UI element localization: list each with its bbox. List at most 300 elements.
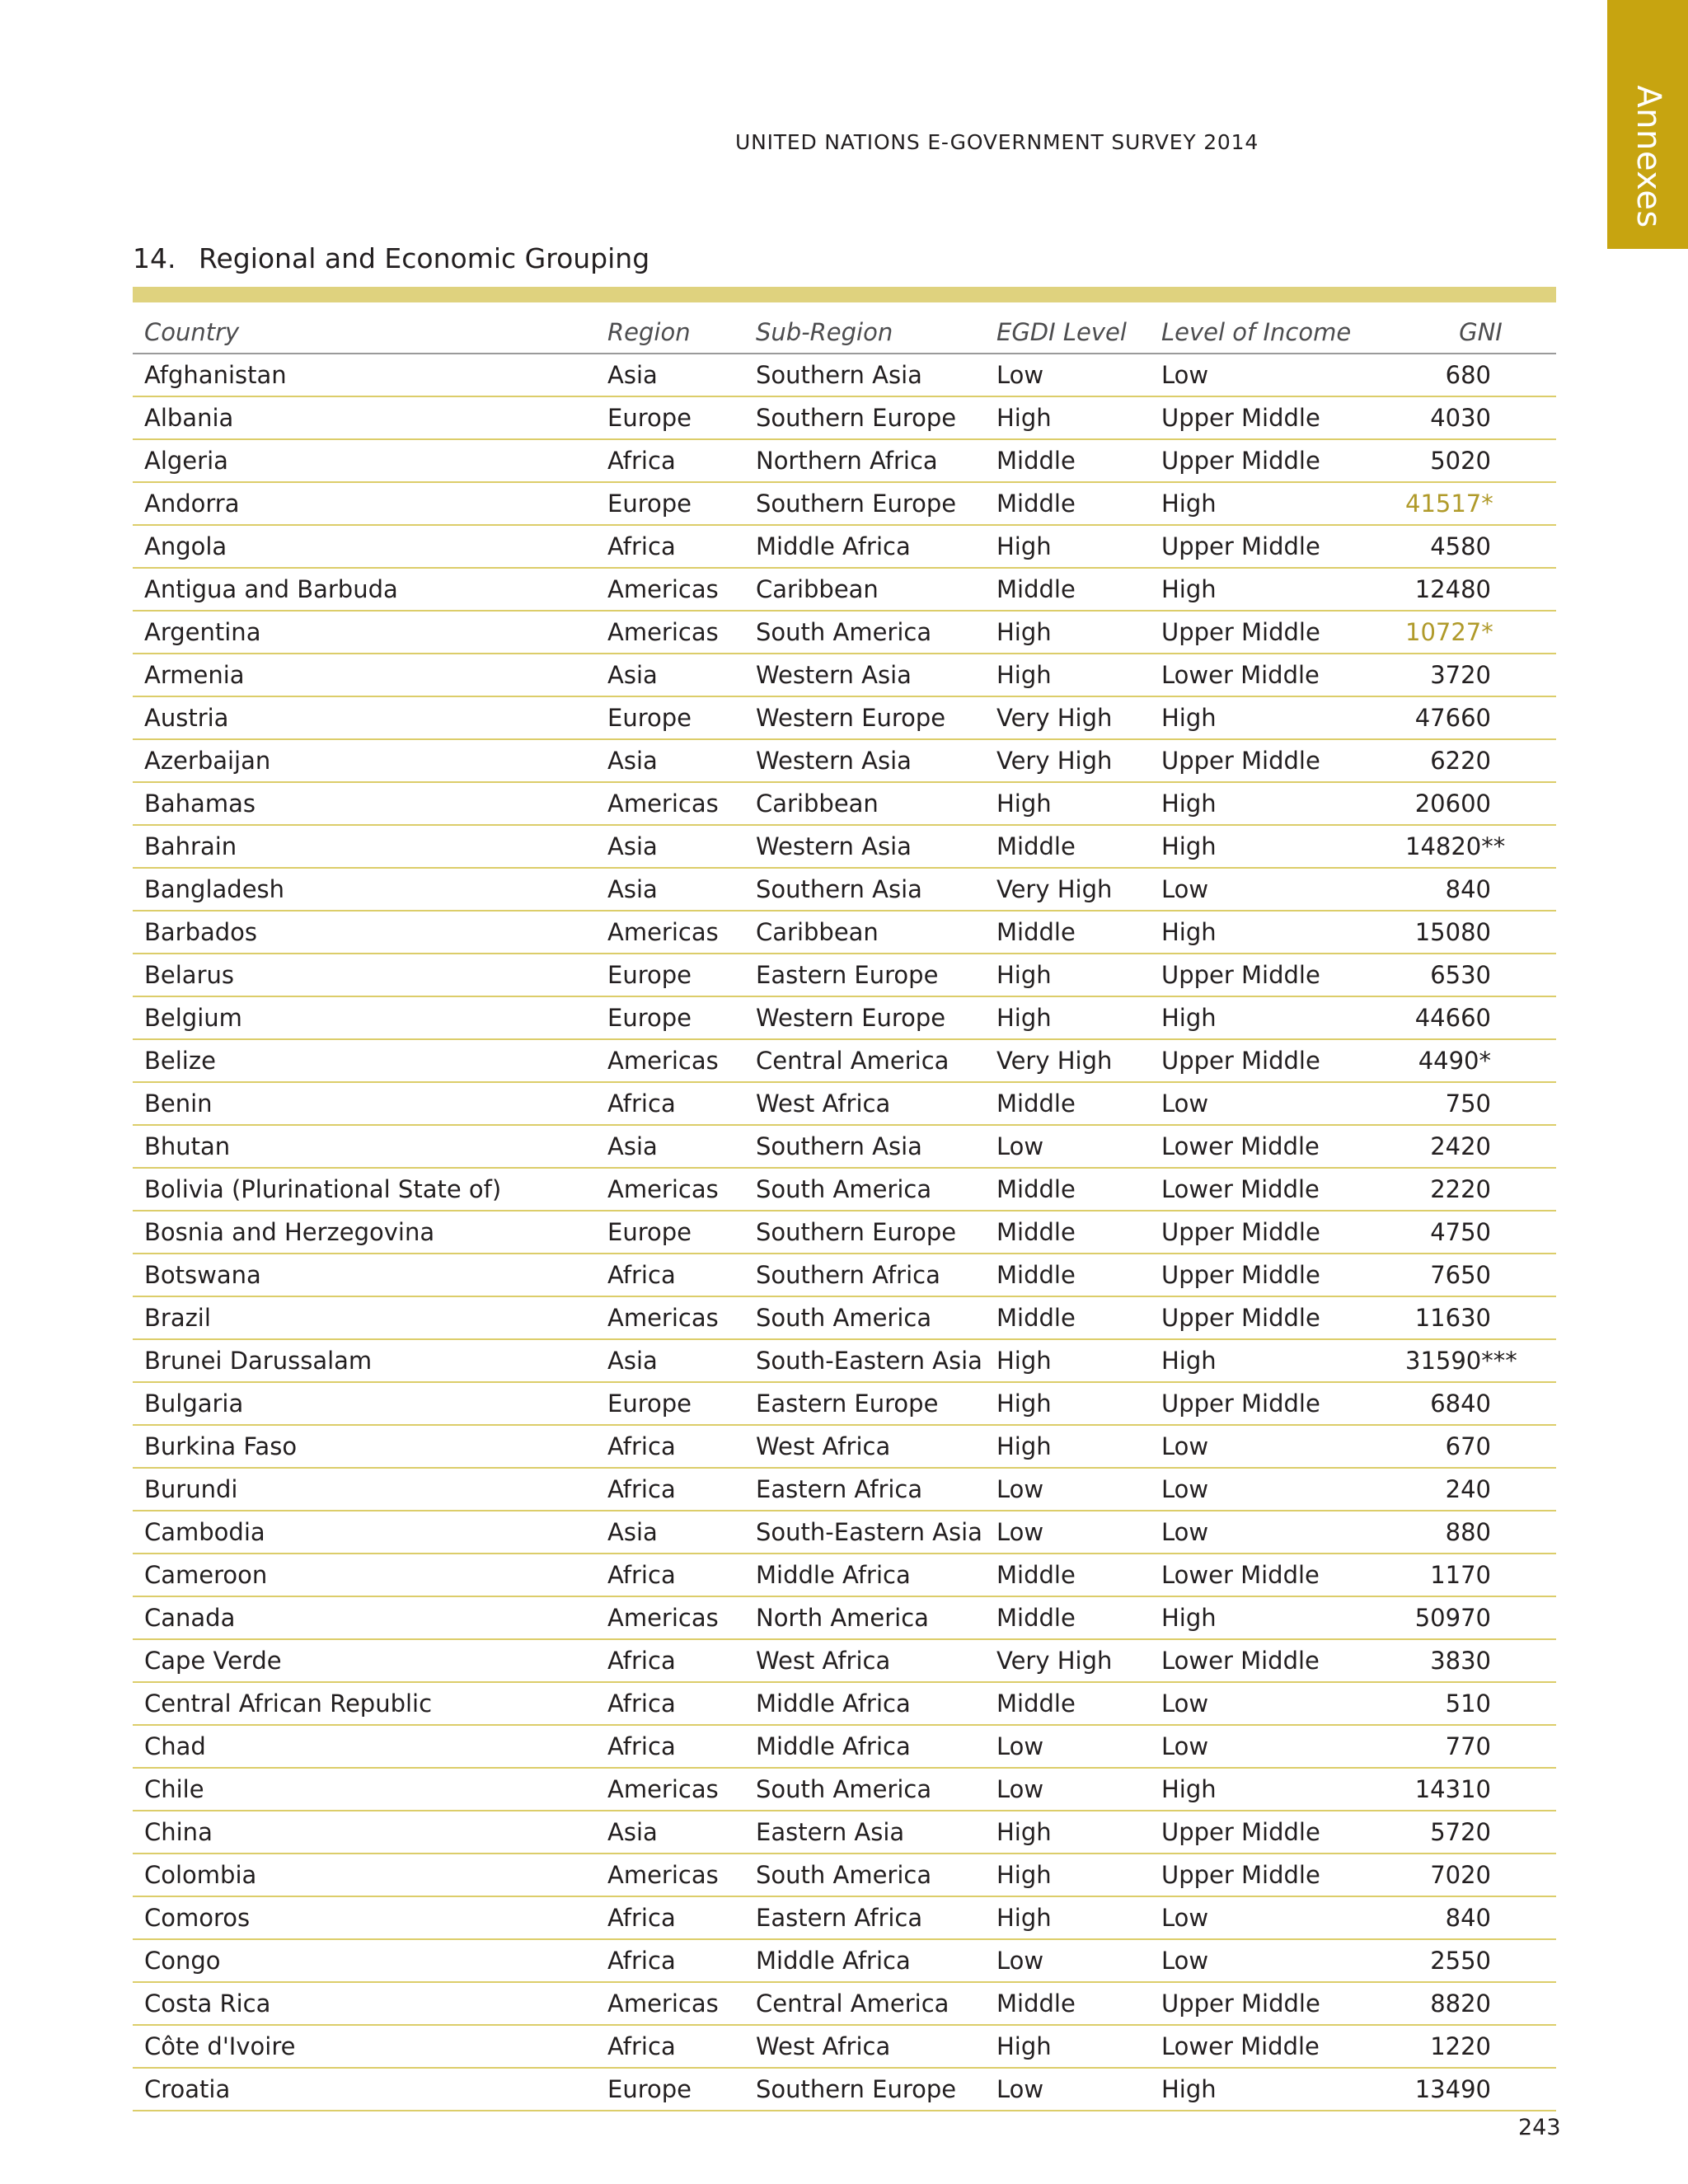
cell-country: Chile xyxy=(133,1768,596,1811)
cell-region: Americas xyxy=(596,568,744,611)
cell-gni xyxy=(1405,1725,1556,1768)
cell-gni xyxy=(1405,782,1556,825)
cell-sub-region: Eastern Africa xyxy=(744,1896,985,1939)
cell-gni xyxy=(1405,1939,1556,1982)
column-header-sub-region: Sub-Region xyxy=(744,312,985,354)
cell-sub-region: Western Asia xyxy=(744,825,985,868)
cell-level-of-income: High xyxy=(1150,782,1405,825)
cell-country: Botswana xyxy=(133,1254,596,1296)
cell-sub-region: Middle Africa xyxy=(744,1554,985,1596)
cell-egdi-level: High xyxy=(985,1854,1150,1896)
cell-region: Americas xyxy=(596,1039,744,1082)
table-row xyxy=(133,1382,1556,1425)
gni-value: 6220 xyxy=(1430,747,1491,775)
gni-value: 670 xyxy=(1445,1432,1491,1460)
gni-value: 31590*** xyxy=(1405,1347,1517,1375)
cell-country: Chad xyxy=(133,1725,596,1768)
cell-egdi-level: Middle xyxy=(985,1168,1150,1211)
cell-country: Argentina xyxy=(133,611,596,654)
cell-region: Asia xyxy=(596,1811,744,1854)
cell-egdi-level: High xyxy=(985,782,1150,825)
section-title xyxy=(133,242,649,274)
cell-level-of-income: Low xyxy=(1150,868,1405,911)
cell-region: Africa xyxy=(596,525,744,568)
cell-gni xyxy=(1405,482,1556,525)
table-row xyxy=(133,611,1556,654)
gni-value: 840 xyxy=(1445,875,1491,903)
cell-level-of-income: Low xyxy=(1150,1468,1405,1511)
table-row xyxy=(133,911,1556,954)
gni-value: 1220 xyxy=(1430,2032,1491,2060)
cell-gni xyxy=(1405,1425,1556,1468)
cell-region: Americas xyxy=(596,1854,744,1896)
cell-gni xyxy=(1405,954,1556,996)
section-rule xyxy=(133,287,1556,302)
cell-sub-region: Middle Africa xyxy=(744,1939,985,1982)
cell-region: Asia xyxy=(596,739,744,782)
section-number: 14. xyxy=(133,242,176,274)
section-title-text: Regional and Economic Grouping xyxy=(199,242,650,274)
cell-level-of-income: Low xyxy=(1150,1896,1405,1939)
table-row xyxy=(133,1811,1556,1854)
cell-sub-region: Southern Asia xyxy=(744,868,985,911)
cell-country: Brunei Darussalam xyxy=(133,1339,596,1382)
cell-region: Europe xyxy=(596,2068,744,2111)
cell-egdi-level: Middle xyxy=(985,1296,1150,1339)
gni-value: 840 xyxy=(1445,1904,1491,1932)
cell-egdi-level: Low xyxy=(985,1511,1150,1554)
cell-egdi-level: Middle xyxy=(985,1254,1150,1296)
cell-sub-region: Western Asia xyxy=(744,739,985,782)
gni-value: 2220 xyxy=(1430,1175,1491,1203)
table-row xyxy=(133,1939,1556,1982)
table-row xyxy=(133,1682,1556,1725)
cell-country: Bahrain xyxy=(133,825,596,868)
gni-value: 1170 xyxy=(1430,1561,1491,1589)
cell-sub-region: Middle Africa xyxy=(744,1725,985,1768)
cell-level-of-income: Upper Middle xyxy=(1150,739,1405,782)
cell-egdi-level: High xyxy=(985,1382,1150,1425)
cell-level-of-income: Low xyxy=(1150,1725,1405,1768)
cell-sub-region: Central America xyxy=(744,1982,985,2025)
cell-egdi-level: Middle xyxy=(985,911,1150,954)
page-number: 243 xyxy=(1518,2115,1561,2140)
cell-egdi-level: Very High xyxy=(985,868,1150,911)
cell-level-of-income: Lower Middle xyxy=(1150,1125,1405,1168)
cell-region: Africa xyxy=(596,2025,744,2068)
cell-level-of-income: Upper Middle xyxy=(1150,1254,1405,1296)
gni-value: 7020 xyxy=(1430,1861,1491,1889)
cell-gni xyxy=(1405,1511,1556,1554)
cell-country: Costa Rica xyxy=(133,1982,596,2025)
cell-egdi-level: Middle xyxy=(985,568,1150,611)
cell-region: Americas xyxy=(596,911,744,954)
cell-country: Cambodia xyxy=(133,1511,596,1554)
cell-sub-region: Southern Europe xyxy=(744,2068,985,2111)
cell-region: Americas xyxy=(596,1168,744,1211)
cell-level-of-income: Lower Middle xyxy=(1150,1639,1405,1682)
gni-value: 880 xyxy=(1445,1518,1491,1546)
cell-country: Burkina Faso xyxy=(133,1425,596,1468)
gni-value: 12480 xyxy=(1414,575,1491,603)
gni-value: 11630 xyxy=(1414,1304,1491,1332)
cell-region: Africa xyxy=(596,1939,744,1982)
cell-egdi-level: High xyxy=(985,1811,1150,1854)
cell-country: Afghanistan xyxy=(133,354,596,396)
table-row xyxy=(133,1854,1556,1896)
cell-gni xyxy=(1405,1082,1556,1125)
cell-region: Americas xyxy=(596,782,744,825)
table-row xyxy=(133,739,1556,782)
cell-country: China xyxy=(133,1811,596,1854)
cell-region: Europe xyxy=(596,996,744,1039)
cell-sub-region: Southern Europe xyxy=(744,396,985,439)
column-header-egdi-level: EGDI Level xyxy=(985,312,1150,354)
cell-egdi-level: High xyxy=(985,954,1150,996)
cell-gni xyxy=(1405,1639,1556,1682)
cell-gni xyxy=(1405,1554,1556,1596)
cell-egdi-level: High xyxy=(985,396,1150,439)
table-row xyxy=(133,1296,1556,1339)
cell-gni xyxy=(1405,1296,1556,1339)
cell-gni xyxy=(1405,1339,1556,1382)
gni-value: 2420 xyxy=(1430,1132,1491,1160)
gni-value: 14310 xyxy=(1414,1775,1491,1803)
table-row xyxy=(133,1339,1556,1382)
table-row xyxy=(133,1168,1556,1211)
cell-gni xyxy=(1405,1125,1556,1168)
gni-value: 4580 xyxy=(1430,532,1491,560)
cell-country: Belize xyxy=(133,1039,596,1082)
cell-region: Europe xyxy=(596,396,744,439)
cell-country: Austria xyxy=(133,696,596,739)
cell-country: Barbados xyxy=(133,911,596,954)
cell-region: Asia xyxy=(596,1511,744,1554)
cell-level-of-income: Upper Middle xyxy=(1150,1811,1405,1854)
cell-region: Europe xyxy=(596,1382,744,1425)
table-body xyxy=(133,354,1556,2111)
cell-region: Europe xyxy=(596,1211,744,1254)
cell-country: Burundi xyxy=(133,1468,596,1511)
cell-region: Americas xyxy=(596,1768,744,1811)
table-row xyxy=(133,396,1556,439)
cell-egdi-level: Middle xyxy=(985,1596,1150,1639)
cell-sub-region: South America xyxy=(744,1168,985,1211)
cell-egdi-level: Middle xyxy=(985,439,1150,482)
cell-egdi-level: Low xyxy=(985,1725,1150,1768)
cell-egdi-level: High xyxy=(985,654,1150,696)
cell-level-of-income: High xyxy=(1150,568,1405,611)
cell-level-of-income: High xyxy=(1150,1768,1405,1811)
cell-sub-region: West Africa xyxy=(744,2025,985,2068)
cell-egdi-level: High xyxy=(985,611,1150,654)
gni-value: 50970 xyxy=(1414,1604,1491,1632)
cell-sub-region: Eastern Europe xyxy=(744,954,985,996)
cell-level-of-income: High xyxy=(1150,825,1405,868)
cell-gni xyxy=(1405,739,1556,782)
cell-egdi-level: Very High xyxy=(985,1039,1150,1082)
cell-country: Central African Republic xyxy=(133,1682,596,1725)
grouping-table xyxy=(133,312,1556,2111)
cell-gni xyxy=(1405,525,1556,568)
cell-level-of-income: High xyxy=(1150,1596,1405,1639)
cell-egdi-level: Middle xyxy=(985,1982,1150,2025)
cell-region: Asia xyxy=(596,1339,744,1382)
cell-level-of-income: Upper Middle xyxy=(1150,1854,1405,1896)
cell-gni xyxy=(1405,568,1556,611)
cell-region: Americas xyxy=(596,1982,744,2025)
table-row xyxy=(133,654,1556,696)
cell-sub-region: Caribbean xyxy=(744,782,985,825)
table-row xyxy=(133,696,1556,739)
table-row xyxy=(133,1425,1556,1468)
cell-level-of-income: Low xyxy=(1150,1511,1405,1554)
table-row xyxy=(133,1596,1556,1639)
cell-level-of-income: Upper Middle xyxy=(1150,1296,1405,1339)
cell-country: Belarus xyxy=(133,954,596,996)
cell-level-of-income: High xyxy=(1150,1339,1405,1382)
table-row xyxy=(133,1039,1556,1082)
cell-egdi-level: High xyxy=(985,2025,1150,2068)
cell-sub-region: Southern Europe xyxy=(744,1211,985,1254)
gni-value: 5020 xyxy=(1430,447,1491,475)
cell-country: Algeria xyxy=(133,439,596,482)
cell-country: Colombia xyxy=(133,1854,596,1896)
cell-sub-region: South America xyxy=(744,1768,985,1811)
table-row xyxy=(133,996,1556,1039)
cell-country: Albania xyxy=(133,396,596,439)
cell-egdi-level: Low xyxy=(985,2068,1150,2111)
gni-value: 5720 xyxy=(1430,1818,1491,1846)
cell-country: Cameroon xyxy=(133,1554,596,1596)
cell-country: Andorra xyxy=(133,482,596,525)
gni-value: 14820** xyxy=(1405,832,1506,860)
cell-egdi-level: High xyxy=(985,996,1150,1039)
cell-level-of-income: Upper Middle xyxy=(1150,1211,1405,1254)
cell-country: Côte d'Ivoire xyxy=(133,2025,596,2068)
cell-region: Africa xyxy=(596,1082,744,1125)
cell-region: Europe xyxy=(596,954,744,996)
cell-egdi-level: Very High xyxy=(985,696,1150,739)
cell-country: Cape Verde xyxy=(133,1639,596,1682)
cell-level-of-income: Upper Middle xyxy=(1150,525,1405,568)
cell-gni xyxy=(1405,696,1556,739)
gni-value: 770 xyxy=(1445,1732,1491,1760)
cell-gni xyxy=(1405,1682,1556,1725)
table-row xyxy=(133,1554,1556,1596)
gni-value: 47660 xyxy=(1414,704,1491,732)
cell-gni xyxy=(1405,1254,1556,1296)
cell-gni xyxy=(1405,1039,1556,1082)
gni-value: 750 xyxy=(1445,1090,1491,1118)
table-row xyxy=(133,354,1556,396)
cell-level-of-income: Upper Middle xyxy=(1150,1982,1405,2025)
cell-egdi-level: Middle xyxy=(985,482,1150,525)
cell-level-of-income: Upper Middle xyxy=(1150,1039,1405,1082)
running-header: UNITED NATIONS E-GOVERNMENT SURVEY 2014 xyxy=(735,130,1259,154)
cell-country: Armenia xyxy=(133,654,596,696)
table-row xyxy=(133,954,1556,996)
cell-level-of-income: Low xyxy=(1150,354,1405,396)
cell-sub-region: South America xyxy=(744,1854,985,1896)
cell-gni xyxy=(1405,1211,1556,1254)
table-row xyxy=(133,2068,1556,2111)
cell-egdi-level: Middle xyxy=(985,1554,1150,1596)
cell-country: Benin xyxy=(133,1082,596,1125)
cell-sub-region: North America xyxy=(744,1596,985,1639)
gni-value: 240 xyxy=(1445,1475,1491,1503)
cell-sub-region: West Africa xyxy=(744,1082,985,1125)
cell-sub-region: South-Eastern Asia xyxy=(744,1511,985,1554)
cell-gni xyxy=(1405,1468,1556,1511)
cell-egdi-level: Low xyxy=(985,1125,1150,1168)
cell-sub-region: South America xyxy=(744,611,985,654)
cell-egdi-level: Middle xyxy=(985,825,1150,868)
cell-egdi-level: Very High xyxy=(985,1639,1150,1682)
cell-sub-region: Western Europe xyxy=(744,696,985,739)
cell-gni xyxy=(1405,1768,1556,1811)
cell-region: Africa xyxy=(596,1468,744,1511)
table-row xyxy=(133,439,1556,482)
cell-sub-region: Eastern Europe xyxy=(744,1382,985,1425)
cell-egdi-level: High xyxy=(985,1425,1150,1468)
cell-country: Canada xyxy=(133,1596,596,1639)
cell-country: Comoros xyxy=(133,1896,596,1939)
cell-region: Americas xyxy=(596,1296,744,1339)
cell-country: Bulgaria xyxy=(133,1382,596,1425)
cell-region: Americas xyxy=(596,611,744,654)
table-row xyxy=(133,1211,1556,1254)
cell-country: Brazil xyxy=(133,1296,596,1339)
table-row xyxy=(133,568,1556,611)
table-row xyxy=(133,1511,1556,1554)
cell-sub-region: Southern Europe xyxy=(744,482,985,525)
cell-region: Asia xyxy=(596,825,744,868)
cell-region: Asia xyxy=(596,868,744,911)
cell-level-of-income: Lower Middle xyxy=(1150,1554,1405,1596)
cell-sub-region: Northern Africa xyxy=(744,439,985,482)
gni-value: 3720 xyxy=(1430,661,1491,689)
cell-gni xyxy=(1405,2068,1556,2111)
cell-gni xyxy=(1405,868,1556,911)
column-header-country: Country xyxy=(133,312,596,354)
cell-gni xyxy=(1405,1168,1556,1211)
cell-level-of-income: Lower Middle xyxy=(1150,2025,1405,2068)
cell-level-of-income: Lower Middle xyxy=(1150,654,1405,696)
cell-level-of-income: Low xyxy=(1150,1425,1405,1468)
cell-country: Congo xyxy=(133,1939,596,1982)
cell-gni xyxy=(1405,1382,1556,1425)
cell-region: Africa xyxy=(596,1682,744,1725)
cell-gni xyxy=(1405,654,1556,696)
gni-value: 8820 xyxy=(1430,1990,1491,2018)
cell-gni xyxy=(1405,825,1556,868)
cell-sub-region: South America xyxy=(744,1296,985,1339)
cell-sub-region: Eastern Asia xyxy=(744,1811,985,1854)
cell-sub-region: Eastern Africa xyxy=(744,1468,985,1511)
gni-value: 7650 xyxy=(1430,1261,1491,1289)
gni-value: 680 xyxy=(1445,361,1491,389)
cell-level-of-income: High xyxy=(1150,2068,1405,2111)
cell-sub-region: Southern Asia xyxy=(744,354,985,396)
table-row xyxy=(133,1468,1556,1511)
cell-gni xyxy=(1405,1896,1556,1939)
cell-sub-region: Middle Africa xyxy=(744,1682,985,1725)
cell-sub-region: West Africa xyxy=(744,1639,985,1682)
cell-sub-region: Western Europe xyxy=(744,996,985,1039)
column-header-level-of-income: Level of Income xyxy=(1150,312,1405,354)
cell-country: Bahamas xyxy=(133,782,596,825)
table-row xyxy=(133,1725,1556,1768)
table-row xyxy=(133,1982,1556,2025)
annexes-tab-label: Annexes xyxy=(1629,85,1667,228)
cell-level-of-income: High xyxy=(1150,996,1405,1039)
cell-egdi-level: Middle xyxy=(985,1082,1150,1125)
cell-region: Africa xyxy=(596,1554,744,1596)
cell-sub-region: South-Eastern Asia xyxy=(744,1339,985,1382)
cell-country: Azerbaijan xyxy=(133,739,596,782)
cell-region: Africa xyxy=(596,1725,744,1768)
cell-level-of-income: Low xyxy=(1150,1082,1405,1125)
cell-region: Africa xyxy=(596,1425,744,1468)
cell-gni xyxy=(1405,1854,1556,1896)
cell-gni xyxy=(1405,611,1556,654)
gni-value: 10727* xyxy=(1405,618,1493,646)
cell-country: Bangladesh xyxy=(133,868,596,911)
gni-value: 4490* xyxy=(1418,1047,1491,1075)
cell-level-of-income: High xyxy=(1150,911,1405,954)
gni-value: 6530 xyxy=(1430,961,1491,989)
gni-value: 4750 xyxy=(1430,1218,1491,1246)
cell-level-of-income: High xyxy=(1150,482,1405,525)
cell-level-of-income: Lower Middle xyxy=(1150,1168,1405,1211)
table-row xyxy=(133,1082,1556,1125)
cell-region: Americas xyxy=(596,1596,744,1639)
cell-level-of-income: Upper Middle xyxy=(1150,611,1405,654)
cell-country: Bhutan xyxy=(133,1125,596,1168)
cell-region: Asia xyxy=(596,1125,744,1168)
gni-value: 44660 xyxy=(1414,1004,1491,1032)
table-row xyxy=(133,1254,1556,1296)
cell-region: Africa xyxy=(596,1639,744,1682)
cell-level-of-income: Low xyxy=(1150,1682,1405,1725)
table-row xyxy=(133,1125,1556,1168)
cell-region: Africa xyxy=(596,1254,744,1296)
gni-value: 510 xyxy=(1445,1690,1491,1718)
cell-region: Africa xyxy=(596,1896,744,1939)
cell-level-of-income: Upper Middle xyxy=(1150,954,1405,996)
table-header-row xyxy=(133,312,1556,354)
cell-level-of-income: High xyxy=(1150,696,1405,739)
cell-gni xyxy=(1405,1596,1556,1639)
table-row xyxy=(133,868,1556,911)
cell-region: Asia xyxy=(596,654,744,696)
cell-level-of-income: Upper Middle xyxy=(1150,1382,1405,1425)
cell-gni xyxy=(1405,1811,1556,1854)
cell-egdi-level: High xyxy=(985,525,1150,568)
gni-value: 3830 xyxy=(1430,1647,1491,1675)
table-row xyxy=(133,1896,1556,1939)
table-row xyxy=(133,2025,1556,2068)
cell-gni xyxy=(1405,439,1556,482)
cell-country: Bosnia and Herzegovina xyxy=(133,1211,596,1254)
cell-egdi-level: High xyxy=(985,1896,1150,1939)
gni-value: 6840 xyxy=(1430,1390,1491,1418)
cell-country: Bolivia (Plurinational State of) xyxy=(133,1168,596,1211)
gni-value: 2550 xyxy=(1430,1947,1491,1975)
table-row xyxy=(133,482,1556,525)
cell-level-of-income: Upper Middle xyxy=(1150,439,1405,482)
